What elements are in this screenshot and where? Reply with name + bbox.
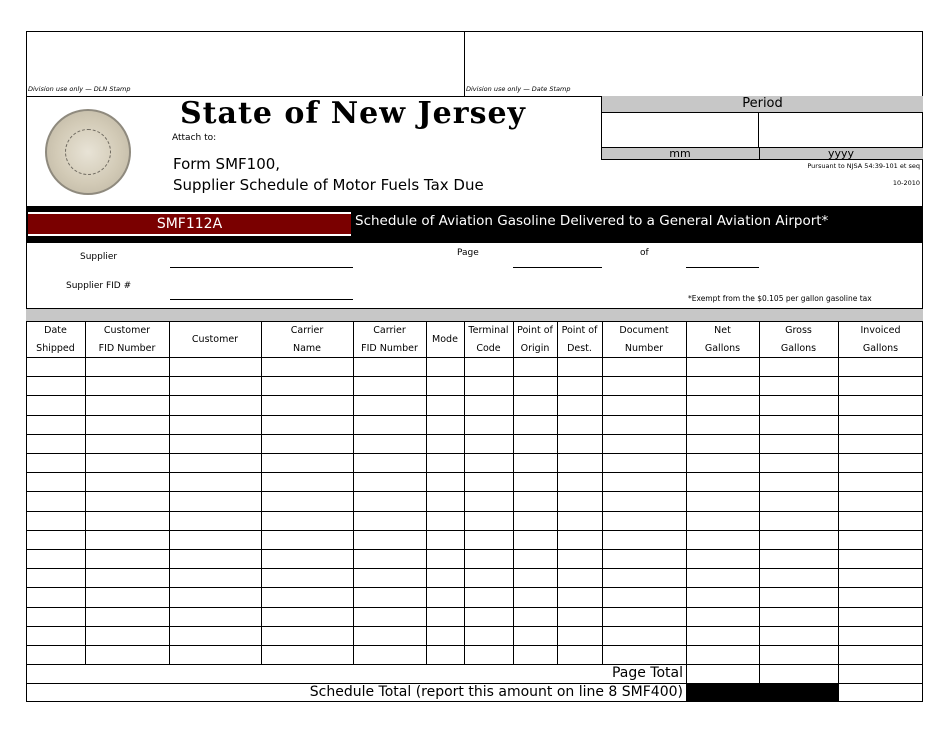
table-cell[interactable]: [603, 358, 686, 376]
table-cell[interactable]: [262, 396, 353, 414]
column-header-line2: Gallons: [862, 343, 899, 354]
table-cell[interactable]: [170, 416, 261, 434]
mm-label: mm: [669, 147, 691, 160]
table-cell[interactable]: [760, 454, 838, 472]
yyyy-label: yyyy: [827, 147, 855, 160]
form-code-badge: SMF112A: [28, 212, 351, 236]
date-stamp-label: Division use only — Date Stamp: [466, 85, 571, 93]
table-cell[interactable]: [27, 550, 85, 568]
table-cell[interactable]: [687, 416, 759, 434]
table-cell[interactable]: [27, 569, 85, 587]
table-cell[interactable]: [427, 531, 464, 549]
table-cell[interactable]: [687, 454, 759, 472]
table-cell[interactable]: [558, 358, 602, 376]
column-header-line2: Name: [292, 343, 322, 354]
table-cell[interactable]: [603, 627, 686, 645]
page-total-label: Page Total: [611, 665, 683, 681]
column-header: [85, 322, 169, 357]
table-cell[interactable]: [558, 473, 602, 491]
table-cell[interactable]: [514, 512, 557, 530]
table-cell[interactable]: [27, 588, 85, 606]
table-cell[interactable]: [687, 608, 759, 626]
column-header: [557, 322, 602, 357]
column-header: [426, 322, 464, 357]
supplier-label: Supplier: [80, 252, 118, 262]
table-cell[interactable]: [170, 473, 261, 491]
column-header-line2: Code: [476, 343, 501, 354]
table-cell[interactable]: [262, 358, 353, 376]
column-header-line2: Shipped: [36, 343, 75, 354]
column-header: [686, 322, 759, 357]
table-cell[interactable]: [839, 627, 923, 645]
table-cell[interactable]: [27, 531, 85, 549]
table-cell[interactable]: [427, 627, 464, 645]
table-cell[interactable]: [170, 608, 261, 626]
table-cell[interactable]: [354, 435, 426, 453]
table-cell[interactable]: [170, 454, 261, 472]
table-cell[interactable]: [760, 608, 838, 626]
table-cell[interactable]: [603, 512, 686, 530]
table-cell[interactable]: [354, 569, 426, 587]
column-header-line2: Origin: [520, 343, 550, 354]
table-cell[interactable]: [558, 512, 602, 530]
table-cell[interactable]: [514, 531, 557, 549]
table-cell[interactable]: [760, 358, 838, 376]
state-name-title: State of New Jersey: [180, 96, 526, 131]
column-header-line1: Customer: [191, 334, 239, 345]
column-header-line2: FID Number: [98, 343, 156, 354]
table-cell[interactable]: [465, 608, 513, 626]
table-cell[interactable]: [760, 416, 838, 434]
table-cell[interactable]: [354, 588, 426, 606]
table-cell[interactable]: [839, 646, 923, 664]
table-cell[interactable]: [558, 588, 602, 606]
table-cell[interactable]: [603, 377, 686, 395]
column-header-line1: Carrier: [290, 325, 324, 336]
table-cell[interactable]: [687, 531, 759, 549]
table-cell[interactable]: [354, 492, 426, 510]
table-cell[interactable]: [27, 473, 85, 491]
column-header-line2: FID Number: [361, 343, 418, 354]
table-cell[interactable]: [839, 396, 923, 414]
column-header-line1: Date: [44, 325, 67, 336]
table-cell[interactable]: [465, 646, 513, 664]
statute-text: Pursuant to NJSA 54:39-101 et seq: [807, 162, 920, 170]
table-cell[interactable]: [465, 627, 513, 645]
column-header: [464, 322, 513, 357]
table-cell[interactable]: [465, 435, 513, 453]
table-cell[interactable]: [27, 454, 85, 472]
table-cell[interactable]: [514, 454, 557, 472]
column-header-line2: Gallons: [780, 343, 817, 354]
table-cell[interactable]: [262, 608, 353, 626]
table-cell[interactable]: [427, 569, 464, 587]
table-cell[interactable]: [603, 454, 686, 472]
table-cell[interactable]: [86, 588, 169, 606]
column-header-line2: Number: [624, 343, 664, 354]
table-cell[interactable]: [760, 531, 838, 549]
table-cell[interactable]: [354, 454, 426, 472]
table-cell[interactable]: [354, 646, 426, 664]
column-header-line1: Point of: [561, 325, 598, 336]
table-cell[interactable]: [839, 569, 923, 587]
table-cell[interactable]: [427, 454, 464, 472]
table-cell[interactable]: [839, 377, 923, 395]
table-cell[interactable]: [603, 608, 686, 626]
dln-stamp-label: Division use only — DLN Stamp: [28, 85, 131, 93]
table-cell[interactable]: [427, 396, 464, 414]
table-cell[interactable]: [687, 435, 759, 453]
table-cell[interactable]: [514, 569, 557, 587]
table-cell[interactable]: [465, 569, 513, 587]
table-cell[interactable]: [603, 416, 686, 434]
schedule-total-cell[interactable]: [839, 684, 922, 702]
table-cell[interactable]: [86, 569, 169, 587]
table-cell[interactable]: [27, 627, 85, 645]
table-cell[interactable]: [262, 435, 353, 453]
table-cell[interactable]: [427, 588, 464, 606]
table-cell[interactable]: [558, 646, 602, 664]
table-cell[interactable]: [27, 608, 85, 626]
supplier-fid-label: Supplier FID #: [66, 281, 132, 291]
table-cell[interactable]: [603, 646, 686, 664]
table-cell[interactable]: [86, 473, 169, 491]
table-cell[interactable]: [514, 416, 557, 434]
period-label: Period: [742, 96, 783, 111]
table-cell[interactable]: [514, 396, 557, 414]
revision-text: 10-2010: [892, 179, 920, 187]
table-cell[interactable]: [760, 492, 838, 510]
table-cell[interactable]: [27, 358, 85, 376]
column-header: [26, 322, 85, 357]
table-cell[interactable]: [839, 473, 923, 491]
table-cell[interactable]: [514, 627, 557, 645]
table-cell[interactable]: [354, 358, 426, 376]
table-cell[interactable]: [262, 512, 353, 530]
table-cell[interactable]: [687, 396, 759, 414]
table-cell[interactable]: [262, 569, 353, 587]
table-cell[interactable]: [465, 358, 513, 376]
table-cell[interactable]: [427, 550, 464, 568]
table-cell[interactable]: [514, 435, 557, 453]
table-cell[interactable]: [427, 416, 464, 434]
column-header-line1: Terminal: [468, 325, 509, 336]
table-cell[interactable]: [839, 492, 923, 510]
table-cell[interactable]: [262, 492, 353, 510]
table-cell[interactable]: [86, 492, 169, 510]
table-cell[interactable]: [760, 512, 838, 530]
table-cell[interactable]: [603, 492, 686, 510]
table-cell[interactable]: [514, 588, 557, 606]
table-cell[interactable]: [170, 646, 261, 664]
table-cell[interactable]: [170, 627, 261, 645]
table-cell[interactable]: [27, 435, 85, 453]
table-cell[interactable]: [839, 512, 923, 530]
table-cell[interactable]: [262, 454, 353, 472]
attach-to-label: Attach to:: [172, 133, 217, 143]
table-cell[interactable]: [839, 588, 923, 606]
table-cell[interactable]: [262, 550, 353, 568]
table-cell[interactable]: [86, 396, 169, 414]
table-cell[interactable]: [558, 492, 602, 510]
table-cell[interactable]: [170, 396, 261, 414]
column-header-line1: Gross: [785, 325, 812, 336]
table-cell[interactable]: [86, 512, 169, 530]
table-cell[interactable]: [687, 512, 759, 530]
column-header: [513, 322, 557, 357]
table-cell[interactable]: [687, 377, 759, 395]
column-header-line1: Mode: [432, 334, 458, 345]
table-cell[interactable]: [558, 608, 602, 626]
table-cell[interactable]: [465, 396, 513, 414]
page-label: Page: [457, 248, 479, 258]
column-header-line1: Carrier: [373, 325, 406, 336]
table-cell[interactable]: [558, 435, 602, 453]
table-cell[interactable]: [687, 569, 759, 587]
column-header: [169, 322, 261, 357]
table-cell[interactable]: [603, 550, 686, 568]
column-header: [602, 322, 686, 357]
table-cell[interactable]: [687, 358, 759, 376]
table-cell[interactable]: [27, 492, 85, 510]
column-header-line1: Customer: [103, 325, 151, 336]
table-cell[interactable]: [27, 512, 85, 530]
table-cell[interactable]: [354, 550, 426, 568]
table-cell[interactable]: [839, 550, 923, 568]
table-cell[interactable]: [558, 550, 602, 568]
table-cell[interactable]: [86, 646, 169, 664]
table-cell[interactable]: [170, 358, 261, 376]
form-line-2: Supplier Schedule of Motor Fuels Tax Due: [173, 176, 484, 194]
table-cell[interactable]: [603, 396, 686, 414]
table-cell[interactable]: [558, 569, 602, 587]
table-cell[interactable]: [514, 608, 557, 626]
table-cell[interactable]: [170, 531, 261, 549]
table-cell[interactable]: [86, 435, 169, 453]
table-cell[interactable]: [687, 627, 759, 645]
table-cell[interactable]: [465, 492, 513, 510]
table-cell[interactable]: [760, 473, 838, 491]
table-cell[interactable]: [514, 358, 557, 376]
table-cell[interactable]: [354, 416, 426, 434]
table-cell[interactable]: [603, 435, 686, 453]
table-cell[interactable]: [760, 550, 838, 568]
table-cell[interactable]: [603, 531, 686, 549]
table-cell[interactable]: [558, 377, 602, 395]
table-cell[interactable]: [514, 550, 557, 568]
table-cell[interactable]: [839, 608, 923, 626]
table-cell[interactable]: [465, 531, 513, 549]
table-cell[interactable]: [86, 627, 169, 645]
table-cell[interactable]: [354, 473, 426, 491]
table-cell[interactable]: [687, 473, 759, 491]
table-cell[interactable]: [839, 358, 923, 376]
table-cell[interactable]: [170, 569, 261, 587]
table-cell[interactable]: [760, 646, 838, 664]
table-cell[interactable]: [603, 588, 686, 606]
table-cell[interactable]: [760, 627, 838, 645]
table-cell[interactable]: [687, 550, 759, 568]
table-cell[interactable]: [839, 435, 923, 453]
table-cell[interactable]: [354, 627, 426, 645]
table-cell[interactable]: [465, 416, 513, 434]
column-header: [759, 322, 838, 357]
table-cell[interactable]: [27, 416, 85, 434]
column-header-line1: Net: [714, 325, 731, 336]
table-cell[interactable]: [465, 550, 513, 568]
column-header-line1: Point of: [517, 325, 553, 336]
column-header: [838, 322, 923, 357]
table-cell[interactable]: [262, 416, 353, 434]
column-header-line2: Dest.: [567, 343, 592, 354]
table-cell[interactable]: [27, 377, 85, 395]
table-cell[interactable]: [603, 569, 686, 587]
table-cell[interactable]: [839, 416, 923, 434]
schedule-total-blackout: [686, 683, 838, 702]
table-cell[interactable]: [760, 569, 838, 587]
table-cell[interactable]: [514, 492, 557, 510]
column-header: [353, 322, 426, 357]
table-cell[interactable]: [558, 416, 602, 434]
table-cell[interactable]: [514, 473, 557, 491]
form-line-1: Form SMF100,: [173, 155, 281, 173]
table-cell[interactable]: [354, 377, 426, 395]
table-cell[interactable]: [170, 492, 261, 510]
table-cell[interactable]: [760, 377, 838, 395]
page-total-cell[interactable]: [839, 665, 923, 683]
table-cell[interactable]: [558, 396, 602, 414]
column-header-line1: Invoiced: [860, 325, 901, 336]
table-cell[interactable]: [86, 454, 169, 472]
table-cell[interactable]: [354, 396, 426, 414]
exempt-note: *Exempt from the $0.105 per gallon gasoline tax: [688, 294, 872, 303]
column-header-line2: Gallons: [704, 343, 741, 354]
table-cell[interactable]: [839, 531, 923, 549]
page-total-cell[interactable]: [760, 665, 838, 683]
table-cell[interactable]: [86, 416, 169, 434]
table-cell[interactable]: [427, 377, 464, 395]
table-cell[interactable]: [760, 435, 838, 453]
table-cell[interactable]: [170, 588, 261, 606]
table-cell[interactable]: [465, 377, 513, 395]
table-cell[interactable]: [427, 435, 464, 453]
table-cell[interactable]: [465, 454, 513, 472]
table-cell[interactable]: [262, 377, 353, 395]
table-cell[interactable]: [427, 512, 464, 530]
column-header-line1: Document: [619, 325, 669, 336]
table-cell[interactable]: [86, 550, 169, 568]
table-cell[interactable]: [603, 473, 686, 491]
table-cell[interactable]: [558, 531, 602, 549]
table-cell[interactable]: [86, 358, 169, 376]
table-cell[interactable]: [465, 512, 513, 530]
table-cell[interactable]: [262, 646, 353, 664]
table-cell[interactable]: [427, 608, 464, 626]
table-cell[interactable]: [427, 358, 464, 376]
table-cell[interactable]: [687, 492, 759, 510]
table-cell[interactable]: [354, 608, 426, 626]
table-cell[interactable]: [514, 646, 557, 664]
table-cell[interactable]: [86, 608, 169, 626]
table-cell[interactable]: [760, 396, 838, 414]
table-cell[interactable]: [354, 512, 426, 530]
table-cell[interactable]: [86, 377, 169, 395]
table-cell[interactable]: [354, 531, 426, 549]
table-cell[interactable]: [170, 550, 261, 568]
schedule-total-label: Schedule Total (report this amount on line 8 SMF400): [309, 684, 683, 700]
table-cell[interactable]: [262, 588, 353, 606]
table-cell[interactable]: [170, 377, 261, 395]
table-cell[interactable]: [27, 396, 85, 414]
table-cell[interactable]: [465, 588, 513, 606]
table-cell[interactable]: [687, 588, 759, 606]
table-cell[interactable]: [558, 454, 602, 472]
table-cell[interactable]: [687, 646, 759, 664]
table-cell[interactable]: [170, 512, 261, 530]
table-cell[interactable]: [86, 531, 169, 549]
table-cell[interactable]: [760, 588, 838, 606]
table-cell[interactable]: [514, 377, 557, 395]
table-cell[interactable]: [465, 473, 513, 491]
table-cell[interactable]: [262, 627, 353, 645]
schedule-title: Schedule of Aviation Gasoline Delivered to a General Aviation Airport*: [355, 213, 829, 229]
page-total-cell[interactable]: [687, 665, 759, 683]
table-cell[interactable]: [839, 454, 923, 472]
table-cell[interactable]: [427, 646, 464, 664]
of-label: of: [640, 248, 649, 258]
table-cell[interactable]: [262, 473, 353, 491]
table-cell[interactable]: [170, 435, 261, 453]
table-cell[interactable]: [427, 492, 464, 510]
table-cell[interactable]: [27, 646, 85, 664]
table-cell[interactable]: [262, 531, 353, 549]
table-cell[interactable]: [558, 627, 602, 645]
column-header: [261, 322, 353, 357]
table-cell[interactable]: [427, 473, 464, 491]
